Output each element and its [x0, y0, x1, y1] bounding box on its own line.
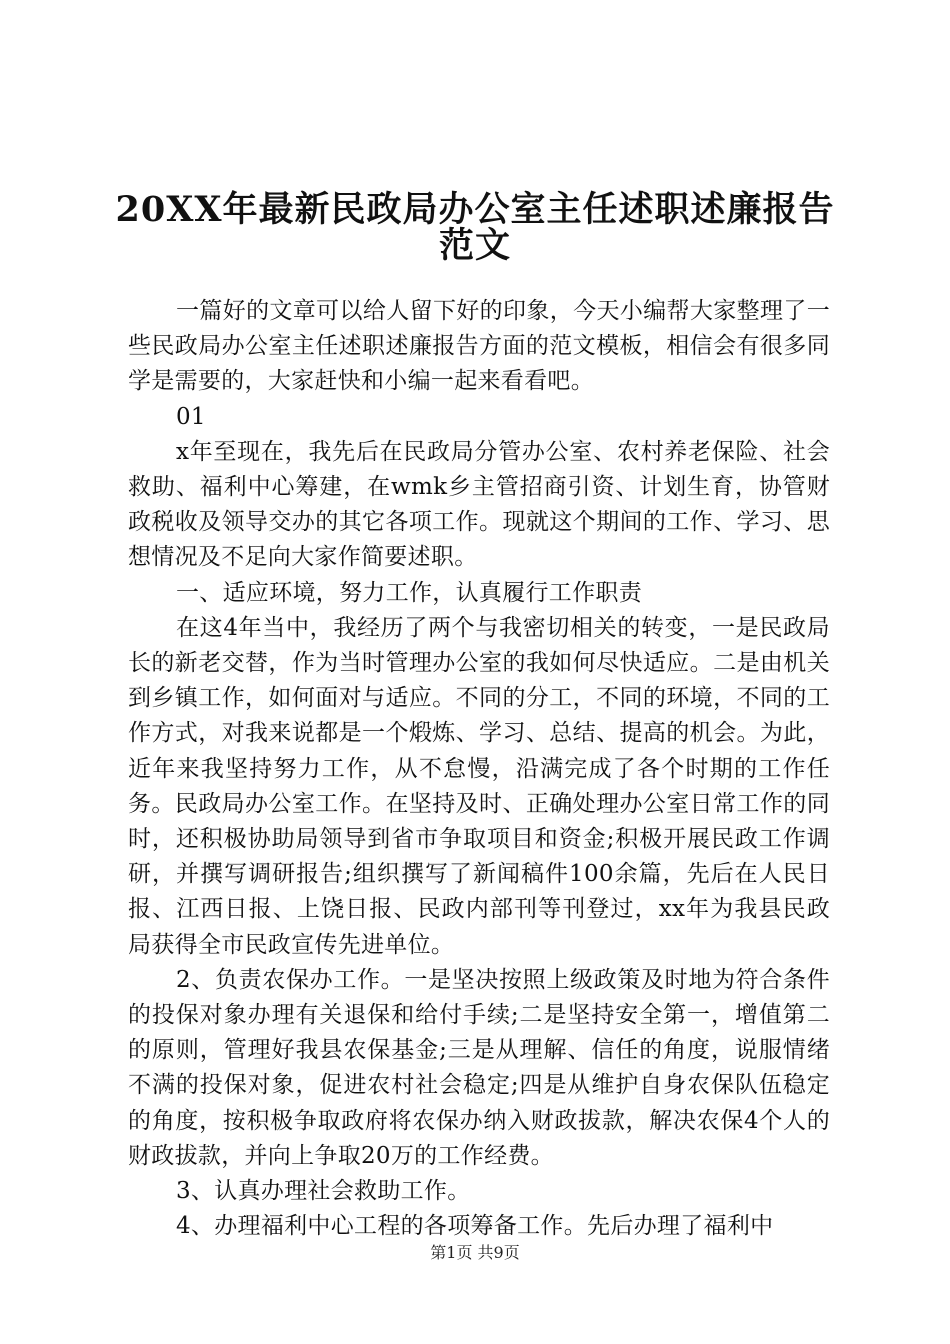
paragraph-social-assistance: 3、认真办理社会救助工作。 — [176, 1178, 471, 1205]
document-title-line1: 20XX年最新民政局办公室主任述职述廉报告 — [115, 189, 835, 230]
page-footer: 第1页 共9页 — [430, 1243, 520, 1262]
paragraph-overview: x年至现在，我先后在民政局分管办公室、农村养老保险、社会救助、福利中心筹建，在wmk乡主管招商引资、计划生育，协管财政税收及领导交办的其它各项工作。现就这个期间的工作、学习、思想情况及不足向大家作简要述职。 — [128, 438, 830, 571]
paragraph-welfare-center: 4、办理福利中心工程的各项筹备工作。先后办理了福利中 — [176, 1213, 774, 1240]
document-body — [128, 294, 830, 1244]
paragraph-insurance-work: 2、负责农保办工作。一是坚决按照上级政策及时地为符合条件的投保对象办理有关退保和给付手续;二是坚持安全第一，增值第二的原则，管理好我县农保基金;三是从理解、信任的角度，说服情绪不满的投保对象，促进农村社会稳定;四是从维护自身农保队伍稳定的角度，按积极争取政府将农保办纳入财政拔款，解决农保4个人的财政拔款，并向上争取20万的工作经费。 — [128, 966, 830, 1169]
paragraph-intro: 一篇好的文章可以给人留下好的印象，今天小编帮大家整理了一些民政局办公室主任述职述廉报告方面的范文模板，相信会有很多同学是需要的，大家赶快和小编一起来看看吧。 — [128, 298, 830, 395]
section-heading: 一、适应环境，努力工作，认真履行工作职责 — [176, 579, 642, 606]
paragraph-office-work: 在这4年当中，我经历了两个与我密切相关的转变，一是民政局长的新老交替，作为当时管理办公室的我如何尽快适应。二是由机关到乡镇工作，如何面对与适应。不同的分工，不同的环境，不同的工作方式，对我来说都是一个煅炼、学习、总结、提高的机会。为此，近年来我坚持努力工作，从不怠慢，沿满完成了各个时期的工作任务。民政局办公室工作。在坚持及时、正确处理办公室日常工作的同时，还积极协助局领导到省市争取项目和资金;积极开展民政工作调研，并撰写调研报告;组织撰写了新闻稿件100余篇，先后在人民日报、江西日报、上饶日报、民政内部刊等刊登过，xx年为我县民政局获得全市民政宣传先进单位。 — [128, 614, 830, 958]
document-title-line2: 范文 — [438, 225, 511, 266]
section-number: 01 — [176, 403, 206, 430]
